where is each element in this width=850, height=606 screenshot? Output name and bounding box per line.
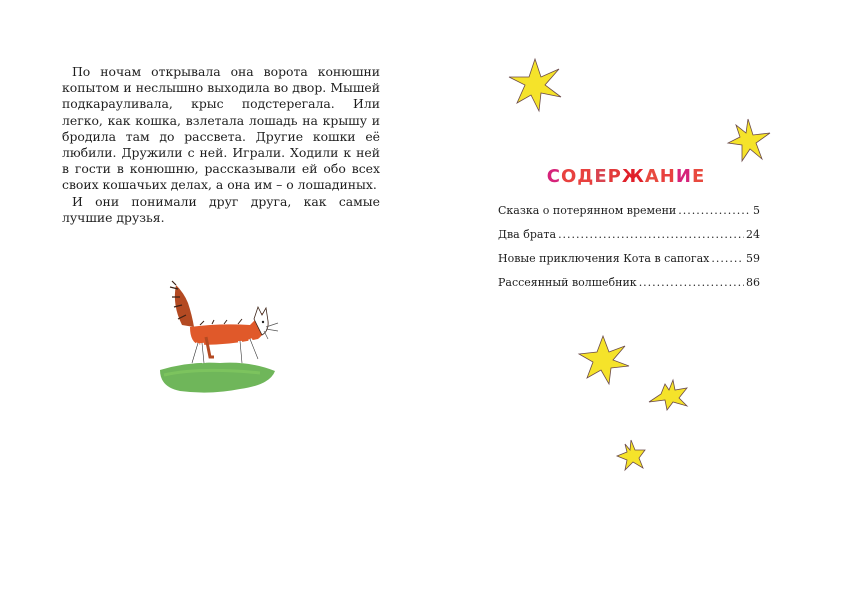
toc-leader-dots [711, 252, 744, 265]
toc-heading-letter: Е [594, 166, 608, 187]
toc-entry[interactable] [498, 276, 760, 300]
toc-heading-letter: О [560, 166, 578, 187]
toc-entry[interactable] [498, 228, 760, 252]
toc-entry-page: 24 [746, 228, 760, 241]
right-page [425, 0, 850, 606]
fox-illustration-icon [150, 275, 290, 400]
toc-heading-letter: Н [659, 166, 676, 187]
story-text [62, 64, 380, 226]
toc-heading-letter: И [675, 166, 692, 187]
toc-entry[interactable] [498, 252, 760, 276]
toc-heading-letter: Д [577, 166, 595, 187]
toc-entry-page: 59 [746, 252, 760, 265]
table-of-contents [498, 204, 760, 300]
toc-heading-letter: Р [607, 166, 622, 187]
star-icon [648, 378, 690, 414]
toc-entry-page: 86 [746, 276, 760, 289]
toc-entry-title: Новые приключения Кота в сапогах [498, 252, 710, 265]
toc-heading-letter: Е [691, 166, 706, 187]
story-paragraph: По ночам открывала она ворота конюшни копытом и неслышно выходила во двор. Мышей подкарауливала, крыс подстерегала. Или легко, как кошка, взлетала лошадь на крышу и бродила там до рассвета. Другие кошки её любили. Дружили с ней. Играли. Ходили к ней в гости в конюшню, рассказывали ей обо всех своих кошачьих делах, а она им – о лошадиных. [62, 64, 380, 193]
toc-heading-letter: Ж [621, 166, 645, 187]
star-icon [505, 55, 565, 115]
star-icon [724, 117, 772, 165]
star-icon [575, 332, 631, 388]
story-paragraph: И они понимали друг друга, как самые лучшие друзья. [62, 193, 380, 225]
toc-entry-title: Два брата [498, 228, 557, 241]
toc-heading [541, 166, 711, 187]
toc-entry-title: Сказка о потерянном времени [498, 204, 677, 217]
toc-entry-page: 5 [753, 204, 760, 217]
toc-leader-dots [558, 228, 744, 241]
star-icon [614, 438, 648, 474]
toc-leader-dots [678, 204, 751, 217]
toc-leader-dots [639, 276, 744, 289]
toc-entry-title: Рассеянный волшебник [498, 276, 637, 289]
toc-entry[interactable] [498, 204, 760, 228]
toc-heading-letter: А [644, 166, 660, 187]
toc-heading-letter: С [546, 166, 561, 187]
